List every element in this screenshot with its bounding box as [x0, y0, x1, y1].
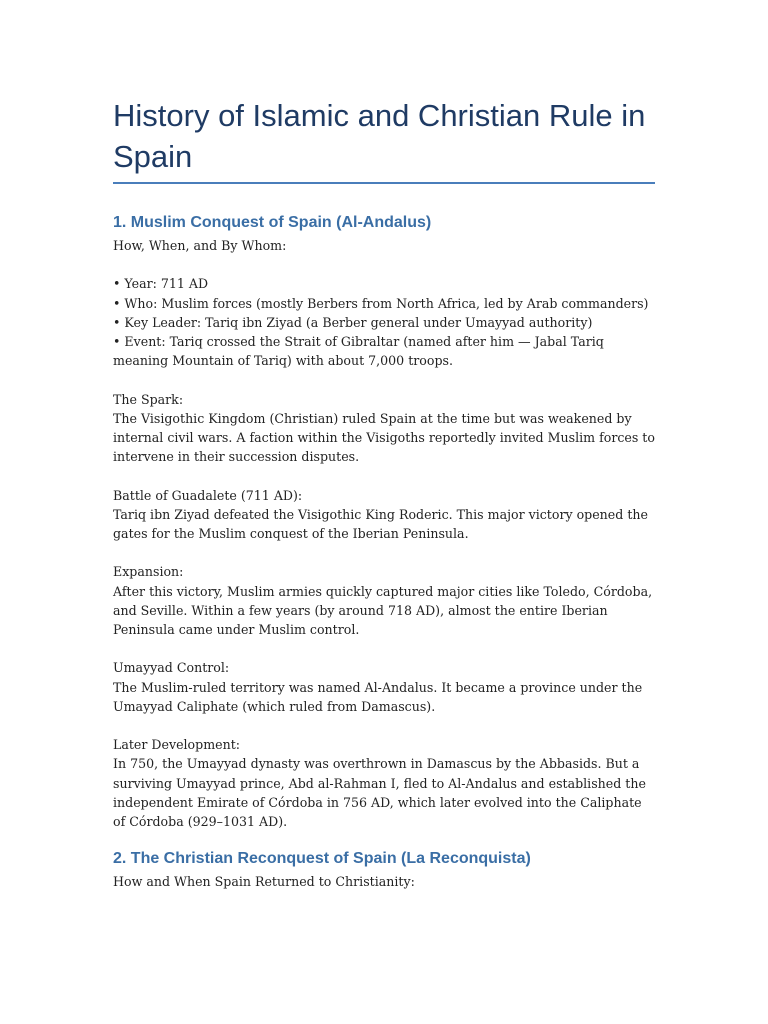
bullet-year: • Year: 711 AD: [113, 276, 209, 292]
section-heading-reconquista: 2. The Christian Reconquest of Spain (La Reconquista): [113, 850, 531, 868]
spark-label: The Spark:: [113, 391, 184, 407]
document-body: [113, 95, 655, 891]
bullet-who: • Who: Muslim forces (mostly Berbers from North Africa, led by Arab commanders): [113, 295, 649, 311]
paragraph-gap: [113, 639, 655, 658]
section-heading-muslim-conquest: 1. Muslim Conquest of Spain (Al-Andalus): [113, 214, 432, 231]
battle-text: Tariq ibn Ziyad defeated the Visigothic King Roderic. This major victory opened the gates for the Muslim conquest of the Iberian Peninsula.: [113, 506, 648, 541]
section2-intro: How and When Spain Returned to Christianity:: [113, 874, 415, 890]
bullet-key-leader: • Key Leader: Tariq ibn Ziyad (a Berber general under Umayyad authority): [113, 314, 593, 330]
paragraph-gap: [113, 543, 655, 562]
paragraph-gap: [113, 255, 655, 274]
paragraph-gap: [113, 370, 655, 389]
battle-label: Battle of Guadalete (711 AD):: [113, 487, 303, 503]
title-underline-rule: [113, 182, 655, 184]
expansion-text: After this victory, Muslim armies quickly captured major cities like Toledo, Córdoba, and Seville. Within a few years (by around 718 AD), almost the entire Iberian Peninsula came under Muslim control.: [113, 583, 653, 637]
bullet-event: • Event: Tariq crossed the Strait of Gibraltar (named after him — Jabal Tariq meaning Mountain of Tariq) with about 7,000 troops.: [113, 334, 604, 369]
later-text: In 750, the Umayyad dynasty was overthrown in Damascus by the Abbasids. But a surviving Umayyad prince, Abd al-Rahman I, fled to Al-Andalus and established the independent Emirate of Córdoba in 756 AD, which later evolved into the Caliphate of Córdoba (929–1031 AD).: [113, 756, 646, 829]
document-title: History of Islamic and Christian Rule in Spain: [113, 98, 646, 174]
umayyad-label: Umayyad Control:: [113, 660, 230, 676]
paragraph-gap: [113, 716, 655, 735]
spark-text: The Visigothic Kingdom (Christian) ruled Spain at the time but was weakened by internal civil wars. A faction within the Visigoths reportedly invited Muslim forces to intervene in their succession disputes.: [113, 410, 655, 465]
later-label: Later Development:: [113, 737, 241, 753]
paragraph-gap: [113, 466, 655, 485]
bullet-list: [113, 274, 655, 370]
expansion-label: Expansion:: [113, 564, 184, 580]
umayyad-text: The Muslim-ruled territory was named Al-Andalus. It became a province under the Umayyad Caliphate (which ruled from Damascus).: [113, 679, 643, 714]
section1-intro: How, When, and By Whom:: [113, 238, 287, 253]
